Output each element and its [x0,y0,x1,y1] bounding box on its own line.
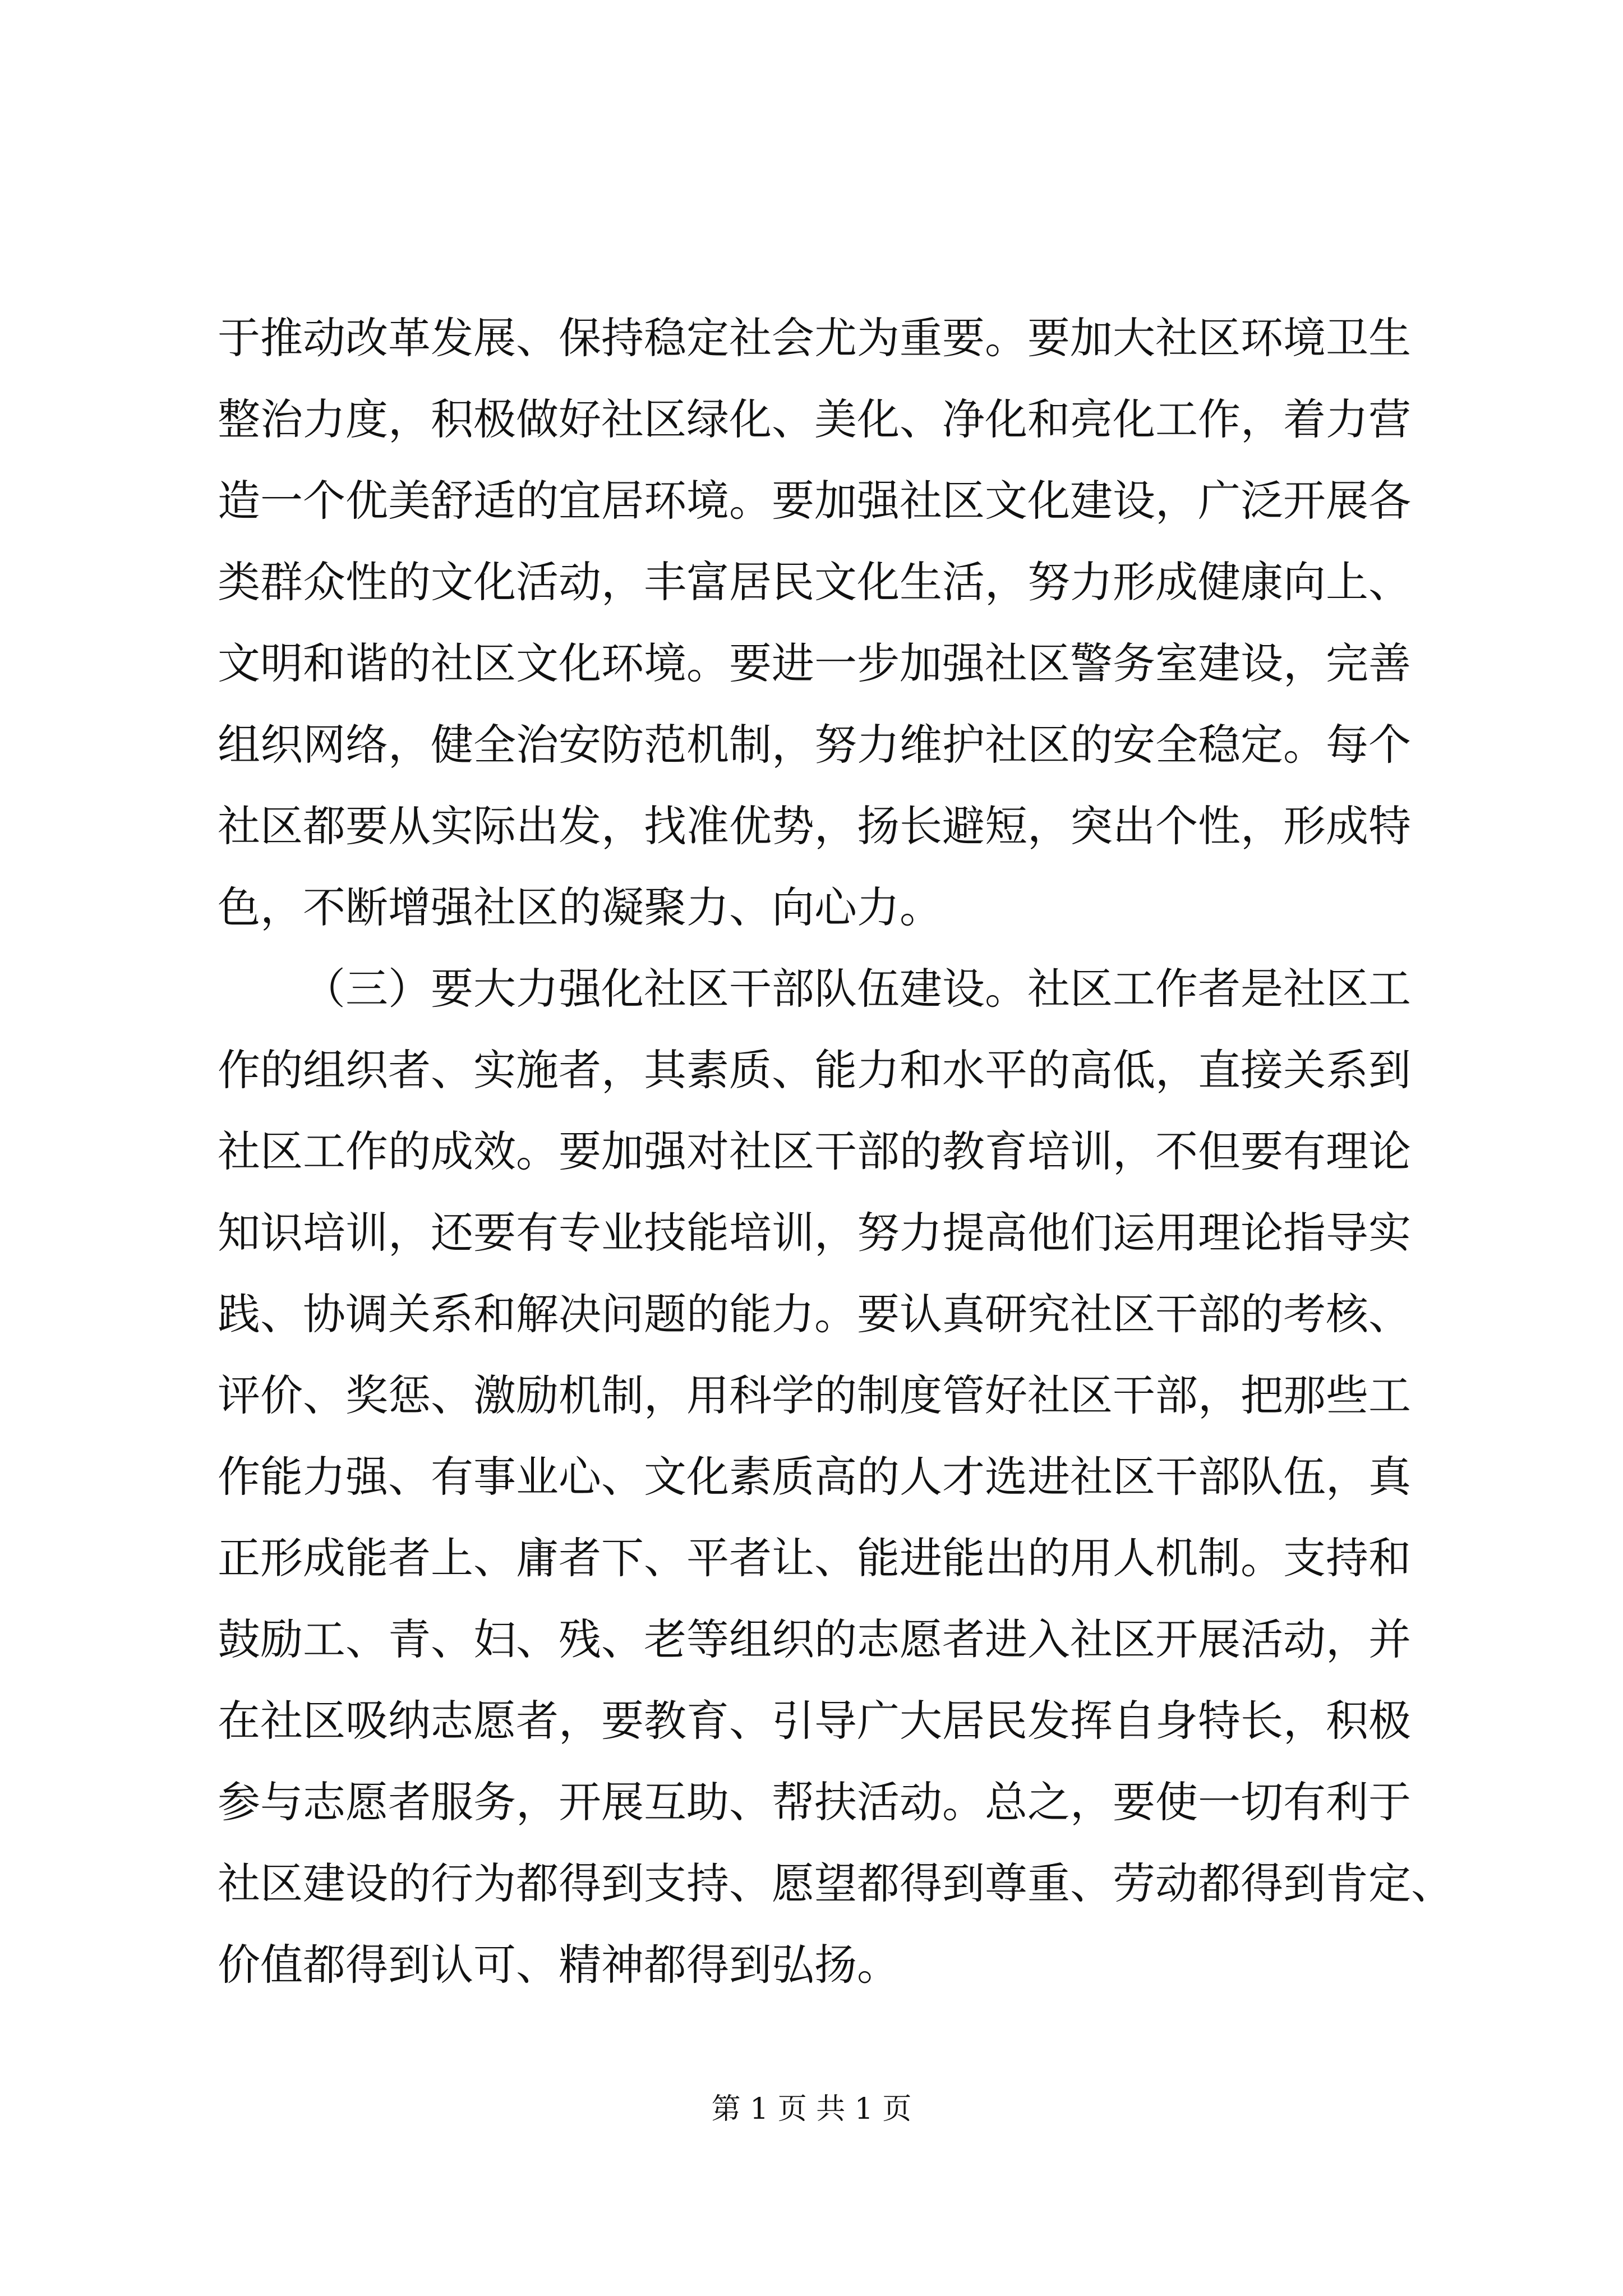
text-line: 类群众性的文化活动，丰富居民文化生活，努力形成健康向上、 [218,557,1411,607]
text-line: 正形成能者上、庸者下、平者让、能进能出的用人机制。支持和 [218,1533,1411,1583]
text-line: 色，不断增强社区的凝聚力、向心力。 [218,882,942,932]
text-line: 造一个优美舒适的宜居环境。要加强社区文化建设，广泛开展各 [218,476,1411,526]
paragraph-2 [218,948,1454,2005]
text-line: 作能力强、有事业心、文化素质高的人才选进社区干部队伍，真 [218,1452,1411,1502]
text-line: 作的组织者、实施者，其素质、能力和水平的高低，直接关系到 [218,1045,1411,1095]
text-line: 社区工作的成效。要加强对社区干部的教育培训，不但要有理论 [218,1126,1411,1176]
text-line: 价值都得到认可、精神都得到弘扬。 [218,1940,900,1990]
text-line: 社区都要从实际出发，找准优势，扬长避短，突出个性，形成特 [218,801,1411,851]
document-body [218,297,1454,2005]
text-line: 组织网络，健全治安防范机制，努力维护社区的安全稳定。每个 [218,720,1411,770]
text-line: 参与志愿者服务，开展互助、帮扶活动。总之，要使一切有利于 [218,1777,1411,1827]
text-line: 社区建设的行为都得到支持、愿望都得到尊重、劳动都得到肯定、 [218,1858,1454,1908]
text-line: 评价、奖惩、激励机制，用科学的制度管好社区干部，把那些工 [218,1370,1411,1420]
text-line-indented: （三）要大力强化社区干部队伍建设。社区工作者是社区工 [303,964,1411,1014]
text-line: 文明和谐的社区文化环境。要进一步加强社区警务室建设，完善 [218,638,1411,688]
text-line: 践、协调关系和解决问题的能力。要认真研究社区干部的考核、 [218,1289,1411,1339]
text-line: 整治力度，积极做好社区绿化、美化、净化和亮化工作，着力营 [218,394,1411,444]
paragraph-1 [218,297,1418,948]
page-number: 第 1 页 共 1 页 [711,2092,912,2126]
text-line: 于推动改革发展、保持稳定社会尤为重要。要加大社区环境卫生 [218,313,1411,363]
page-footer [0,2090,1623,2129]
text-line: 在社区吸纳志愿者，要教育、引导广大居民发挥自身特长，积极 [218,1696,1411,1746]
text-line: 鼓励工、青、妇、残、老等组织的志愿者进入社区开展活动，并 [218,1614,1411,1664]
text-line: 知识培训，还要有专业技能培训，努力提高他们运用理论指导实 [218,1208,1411,1258]
